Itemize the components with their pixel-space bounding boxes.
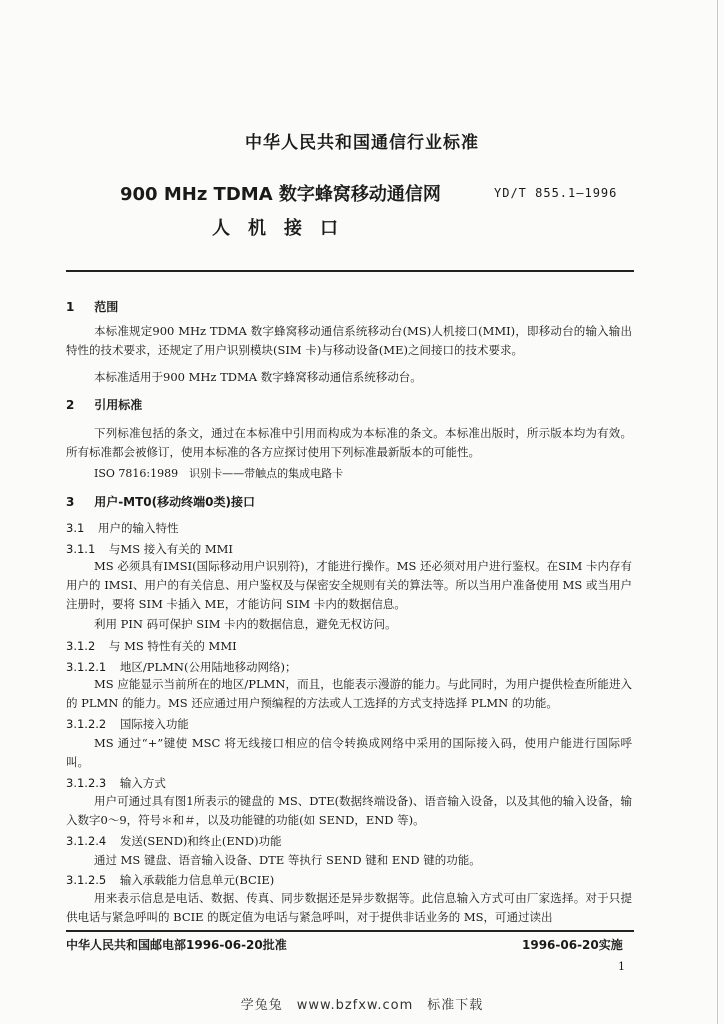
clause-number: 3.1.2.2 [66, 717, 107, 731]
clause-number: 3.1 [66, 521, 85, 535]
clause-3-1-2-heading [66, 638, 237, 654]
section-number: 1 [66, 300, 75, 314]
clause-3-1-2-3-heading [66, 775, 166, 791]
clause-number: 3.1.2.4 [66, 834, 107, 848]
document-subtitle: 人机接口 [212, 218, 356, 239]
clause-3-1-2-5-paragraph: 用来表示信息是电话、数据、传真、同步数据还是异步数据等。此信息输入方式可由厂家选择。对于只提供电话与紧急呼叫的 BCIE 的既定值为电话与紧急呼叫，对于提供非话业务的 MS，可通过读出 [66, 891, 632, 925]
title-rule [66, 270, 634, 272]
clause-number: 3.1.2.5 [66, 873, 107, 887]
watermark-footer: 学兔兔 www.bzfxw.com 标准下载 [240, 998, 484, 1013]
clause-3-1-2-3-paragraph: 用户可通过具有图1所表示的键盘的 MS、DTE(数据终端设备)、语音输入设备，以及其他的输入设备，输入数字0～9，符号＊和＃，以及功能键的功能(如 SEND，END 等)。 [66, 794, 632, 828]
clause-title: 与MS 接入有关的 MMI [108, 542, 233, 556]
reference-iso-7816: ISO 7816:1989 识别卡——带触点的集成电路卡 [94, 467, 344, 480]
clause-title: 与 MS 特性有关的 MMI [108, 639, 237, 653]
section-number: 3 [66, 495, 75, 509]
clause-number: 3.1.2.3 [66, 776, 107, 790]
clause-title: 发送(SEND)和终止(END)功能 [119, 834, 282, 848]
clause-3-1-1-paragraph-2: 利用 PIN 码可保护 SIM 卡内的数据信息，避免无权访问。 [94, 617, 397, 631]
clause-3-1-2-4-paragraph: 通过 MS 键盘、语音输入设备、DTE 等执行 SEND 键和 END 键的功能。 [94, 853, 481, 867]
section-1-heading [66, 298, 118, 315]
section-number: 2 [66, 398, 75, 412]
scan-edge [717, 0, 718, 1024]
section-title: 用户-MT0(移动终端0类)接口 [94, 495, 255, 509]
clause-title: 用户的输入特性 [97, 521, 179, 535]
clause-3-1-2-1-heading [66, 659, 296, 675]
clause-number: 3.1.1 [66, 542, 96, 556]
section-title: 范围 [94, 300, 119, 314]
clause-3-1-heading [66, 520, 178, 536]
clause-3-1-2-4-heading [66, 833, 282, 849]
section-1-paragraph-1: 本标准规定900 MHz TDMA 数字蜂窝移动通信系统移动台(MS)人机接口(MMI)，即移动台的输入输出特性的技术要求，还规定了用户识别模块(SIM 卡)与移动设备(ME)之间接口的技术要求。 [66, 324, 632, 358]
clause-number: 3.1.2 [66, 639, 96, 653]
clause-title: 输入承载能力信息单元(BCIE) [119, 873, 275, 887]
clause-number: 3.1.2.1 [66, 660, 107, 674]
clause-3-1-1-heading [66, 541, 233, 557]
section-2-heading [66, 396, 142, 413]
organization-heading: 中华人民共和国通信行业标准 [245, 133, 479, 153]
section-3-heading [66, 493, 255, 510]
clause-3-1-2-2-paragraph: MS 通过“+”键使 MSC 将无线接口相应的信令转换成网络中采用的国际接入码，使用户能进行国际呼叫。 [66, 736, 632, 770]
document-title: 900 MHz TDMA 数字蜂窝移动通信网 [120, 184, 441, 205]
page-number: 1 [618, 960, 625, 973]
clause-3-1-2-2-heading [66, 716, 189, 732]
clause-title: 地区/PLMN(公用陆地移动网络)； [119, 660, 297, 674]
section-1-paragraph-2: 本标准适用于900 MHz TDMA 数字蜂窝移动通信系统移动台。 [94, 370, 422, 384]
clause-3-1-2-1-paragraph: MS 应能显示当前所在的地区/PLMN，而且，也能表示漫游的能力。与此同时，为用户提供检查所能进入的 PLMN 的能力。MS 还应通过用户预编程的方法或人工选择的方式支持选择 PLMN 的功能。 [66, 677, 632, 711]
section-title: 引用标准 [94, 398, 143, 412]
standard-number: YD/T 855.1—1996 [494, 186, 618, 200]
clause-title: 输入方式 [119, 776, 166, 790]
footer-rule [66, 930, 634, 932]
approval-date: 中华人民共和国邮电部1996-06-20批准 [66, 938, 287, 952]
effective-date: 1996-06-20实施 [522, 938, 623, 952]
clause-3-1-1-paragraph-1: MS 必须具有IMSI(国际移动用户识别符)，才能进行操作。MS 还必须对用户进行鉴权。在SIM 卡内存有用户的 IMSI、用户的有关信息、用户鉴权及与保密安全规则有关的算法等。所以当用户准备使用 MS 或当用户注册时，要将 SIM 卡插入 ME，才能访问 SIM 卡内的数据信息。 [66, 559, 632, 612]
section-2-paragraph-1: 下列标准包括的条文，通过在本标准中引用而构成为本标准的条文。本标准出版时，所示版本均为有效。所有标准都会被修订，使用本标准的各方应探讨使用下列标准最新版本的可能性。 [66, 426, 632, 460]
clause-3-1-2-5-heading [66, 872, 274, 888]
clause-title: 国际接入功能 [119, 717, 189, 731]
